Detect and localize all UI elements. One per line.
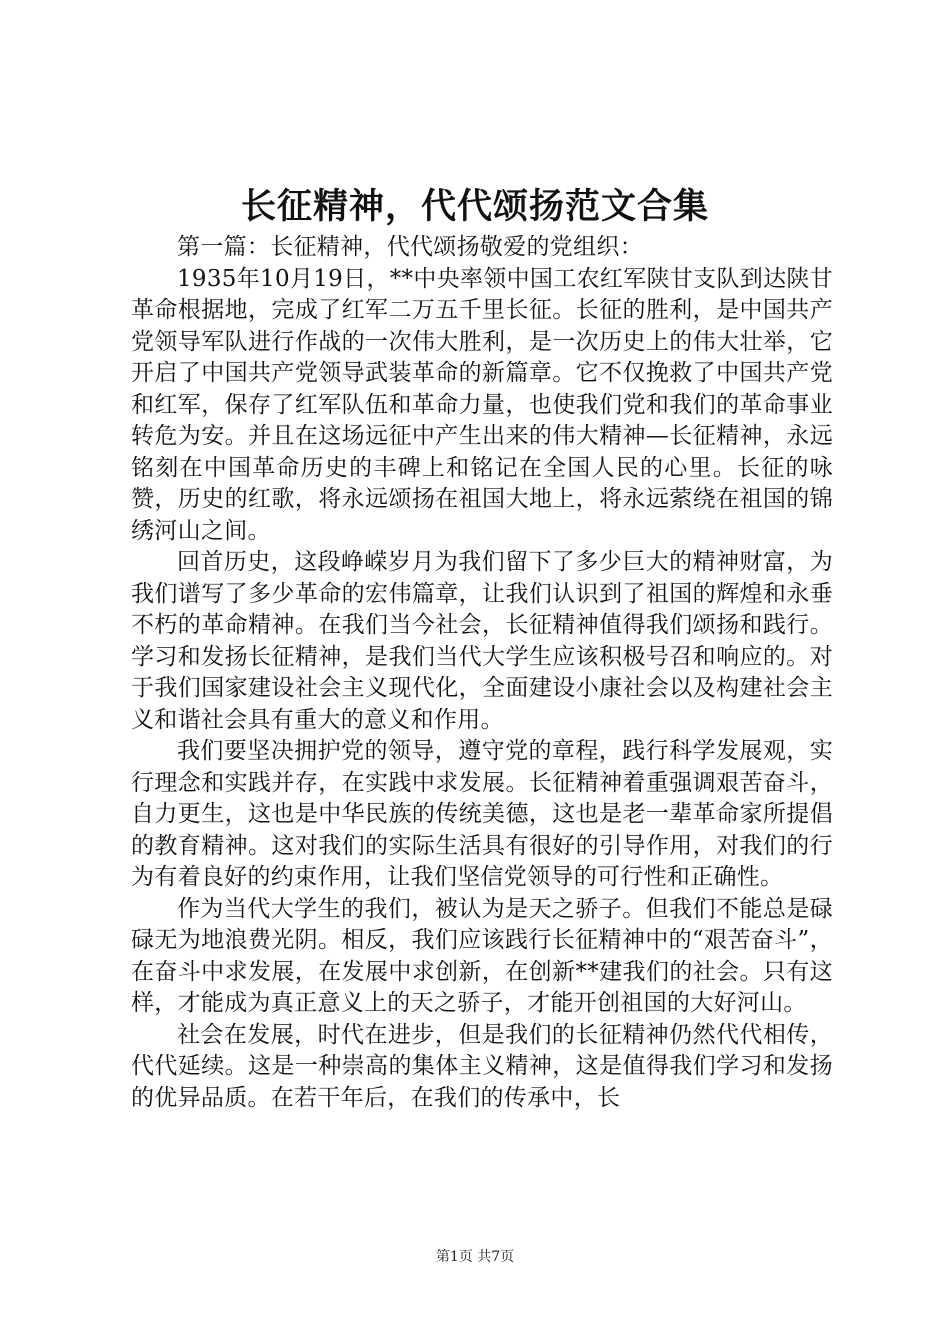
page-indicator: 第1页 共7页 — [435, 1249, 515, 1265]
body-paragraph: 作为当代大学生的我们，被认为是天之骄子。但我们不能总是碌碌无为地浪费光阴。相反，我们应该践行长征精神中的“艰苦奋斗”，在奋斗中求发展，在发展中求创新，在创新**建我们的社会。只有这样，才能成为真正意义上的天之骄子，才能开创祖国的大好河山。 — [131, 895, 833, 1016]
document-body — [131, 232, 833, 1114]
body-paragraph: 我们要坚决拥护党的领导，遵守党的章程，践行科学发展观，实行理念和实践并存，在实践中求发展。长征精神着重强调艰苦奋斗，自力更生，这也是中华民族的传统美德，这也是老一辈革命家所提倡的教育精神。这对我们的实际生活具有很好的引导作用，对我们的行为有着良好的约束作用，让我们坚信党领导的可行性和正确性。 — [131, 738, 833, 890]
body-paragraph: 回首历史，这段峥嵘岁月为我们留下了多少巨大的精神财富，为我们谱写了多少革命的宏伟篇章，让我们认识到了祖国的辉煌和永垂不朽的革命精神。在我们当今社会，长征精神值得我们颂扬和践行。学习和发扬长征精神，是我们当代大学生应该积极号召和响应的。对于我们国家建设社会主义现代化，全面建设小康社会以及构建社会主义和谐社会具有重大的意义和作用。 — [131, 549, 833, 733]
body-paragraph: 1935年10月19日，**中央率领中国工农红军陕甘支队到达陕甘革命根据地，完成了红军二万五千里长征。长征的胜利，是中国共产党领导军队进行作战的一次伟大胜利，是一次历史上的伟大壮举，它开启了中国共产党领导武装革命的新篇章。它不仅挽救了中国共产党和红军，保存了红军队伍和革命力量，也使我们党和我们的革命事业转危为安。并且在这场远征中产生出来的伟大精神—长征精神，永远铭刻在中国革命历史的丰碑上和铭记在全国人民的心里。长征的咏赞，历史的红歌，将永远颂扬在祖国大地上，将永远萦绕在祖国的锦绣河山之间。 — [131, 265, 833, 544]
body-paragraph: 社会在发展，时代在进步，但是我们的长征精神仍然代代相传，代代延续。这是一种崇高的集体主义精神，这是值得我们学习和发扬的优异品质。在若干年后，在我们的传承中，长 — [131, 1021, 833, 1111]
page-footer — [0, 1247, 950, 1267]
section-heading-paragraph: 第一篇：长征精神，代代颂扬敬爱的党组织： — [177, 234, 643, 260]
document-title: 长征精神，代代颂扬范文合集 — [240, 186, 709, 227]
